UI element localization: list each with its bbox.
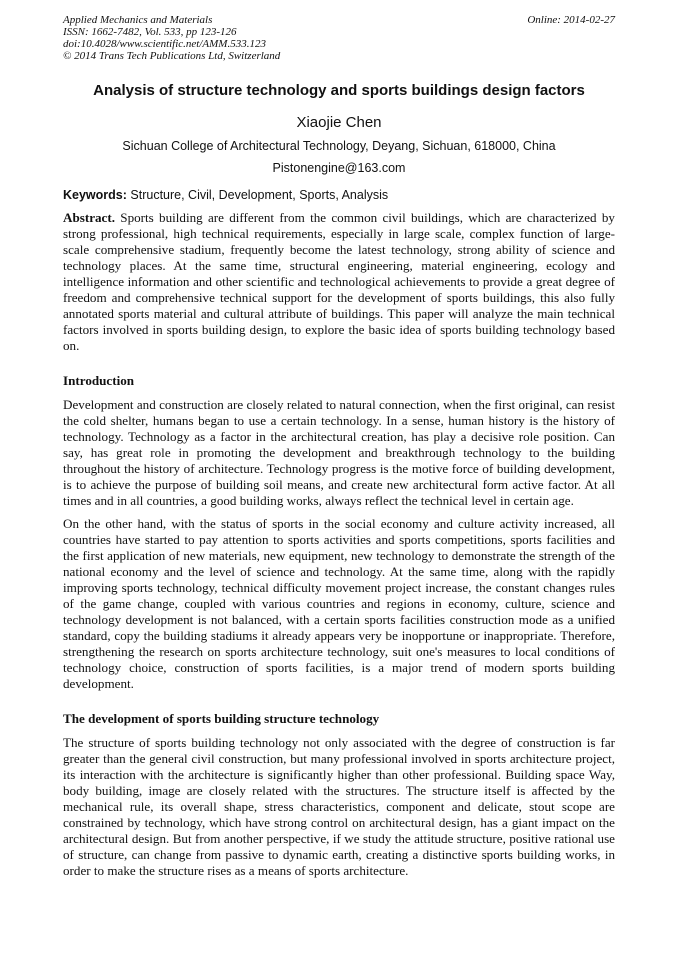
keywords-label: Keywords: [63, 188, 127, 202]
keywords-line [63, 188, 615, 202]
section-heading-introduction: Introduction [63, 373, 135, 388]
author-email: Pistonengine@163.com [272, 161, 406, 175]
journal-name: Applied Mechanics and Materials [63, 14, 213, 26]
abstract-paragraph [63, 210, 615, 354]
abstract-label: Abstract. [63, 210, 115, 225]
doi-line: doi:10.4028/www.scientific.net/AMM.533.123 [63, 38, 266, 50]
body-paragraph: Development and construction are closely related to natural connection, when the first original, can resist the cold shelter, humans began to use a certain technology. In a sense, human history is the history of technology. Technology as a factor in the architectural creation, has play a decisive role position. Can say, has great role in promoting the development and breakthrough technology to the building throughout the history of architecture. Technology progress is the motive force of building development, is to achieve the purpose of building soil means, and create new architectural form active factor. At all times and in all countries, a good building works, always reflect the technical level in certain age. [63, 397, 615, 508]
author-name: Xiaojie Chen [296, 114, 382, 131]
author-affiliation: Sichuan College of Architectural Technology, Deyang, Sichuan, 618000, China [122, 139, 556, 153]
paper-title: Analysis of structure technology and sports buildings design factors [93, 82, 585, 99]
paper-body [63, 210, 615, 886]
section-heading-structure-technology: The development of sports building structure technology [63, 711, 380, 726]
copyright-line: © 2014 Trans Tech Publications Ltd, Switzerland [63, 50, 281, 62]
online-date: Online: 2014-02-27 [527, 14, 615, 26]
body-paragraph: On the other hand, with the status of sports in the social economy and culture activity increased, all countries have started to pay attention to sports activities and sports competitions, sports facilities and the first application of new materials, new equipment, new technology to demonstrate the strength of the national economy and the level of science and technology. At the same time, along with the rapidly improving sports technology, technical difficulty movement project increase, the constant changes rules of the game change, coupled with various countries and regions in economy, culture, science and technology development is not balanced, with a certain sports facilities construction mode as a unified standard, copy the building stadiums it already appears very be inopportune or inappropriate. Therefore, strengthening the research on sports architecture technology, suit one's measures to local conditions of technology choice, construction of sports facilities, is a major trend of modern sports building development. [63, 516, 615, 691]
keywords-text: Structure, Civil, Development, Sports, Analysis [130, 188, 389, 202]
issn-line: ISSN: 1662-7482, Vol. 533, pp 123-126 [63, 26, 237, 38]
body-paragraph: The structure of sports building technology not only associated with the degree of construction is far greater than the general civil construction, but many professional involved in sports architecture project, its interaction with the architecture is significantly higher than other professional. Building space Way, body building, image are closely related with the structures. The structure itself is affected by the mechanical rule, its overall shape, stress characteristics, component and delicate, stout scope are constrained by technology, which have strong control on architectural design, has a giant impact on the architectural design. But from another perspective, if we study the attitude structure, positive rational use of structure, can change from passive to dynamic earth, creating a distinctive sports building works, in order to make the structure rises as a means of sports architecture. [63, 735, 615, 878]
abstract-text: Sports building are different from the common civil buildings, which are characterized by strong professional, high technical requirements, especially in large scale, complex function of large-scale comprehensive stadium, frequently become the latest technology, strong ability of science and technology places. At the same time, structural engineering, material engineering, ecology and intelligence information and other scientific and technological achievements to provide a great degree of freedom and comprehensive technical support for the development of sports buildings, this also fully annotated sports material and cultural attribute of buildings. This paper will analyze the main technical factors involved in sports building design, to explore the basic idea of sports building technology based on. [63, 210, 615, 353]
journal-header [63, 14, 615, 62]
